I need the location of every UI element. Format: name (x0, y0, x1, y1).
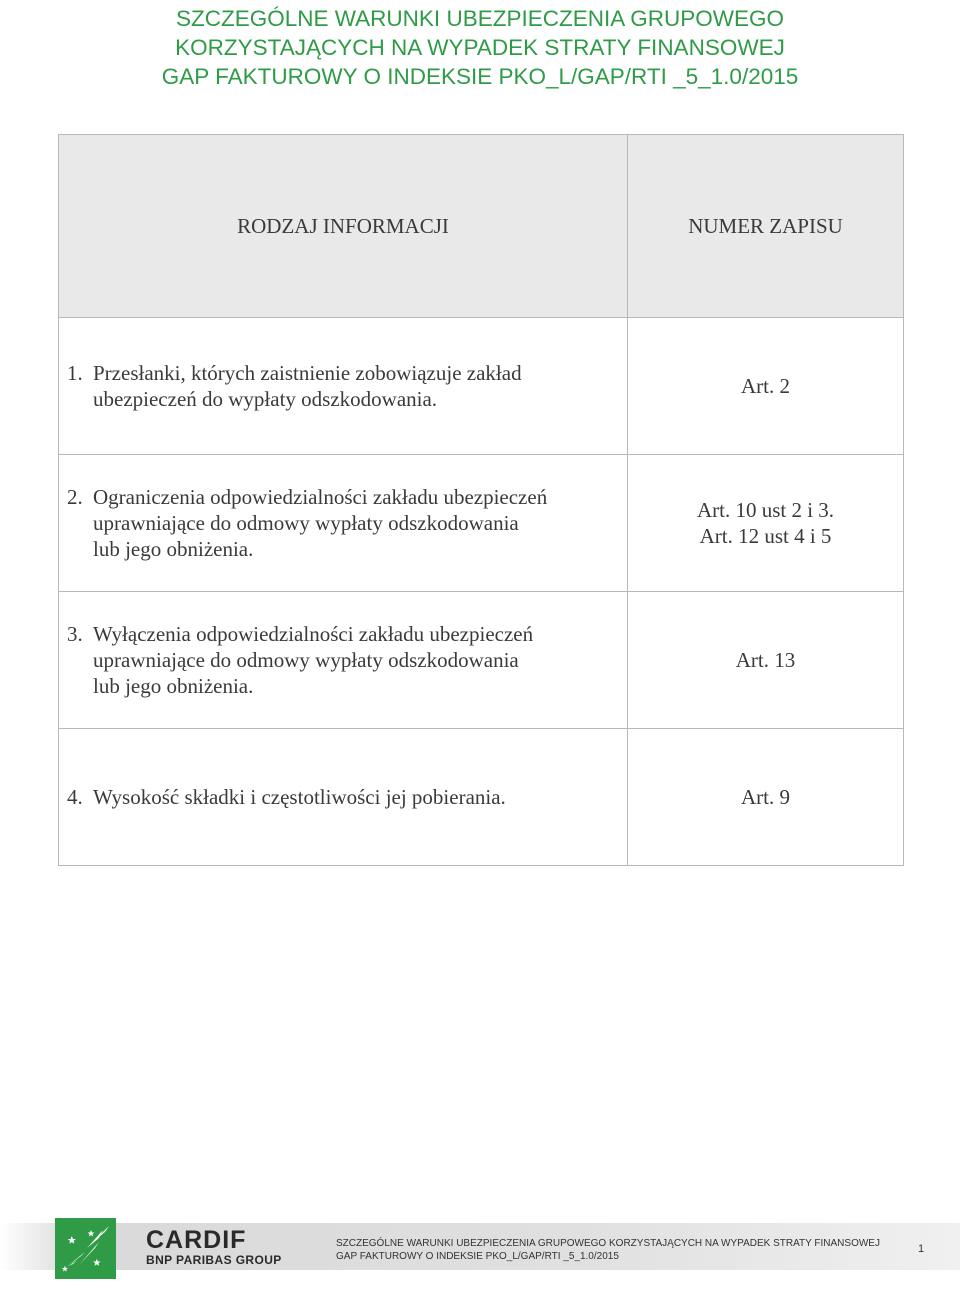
row-reference (628, 729, 904, 866)
brand-name: CARDIF (146, 1226, 247, 1254)
description-line: Ograniczenia odpowiedzialności zakładu ubezpieczeń (93, 485, 548, 509)
table-row (59, 592, 904, 729)
reference-line: Art. 9 (741, 785, 790, 809)
row-reference (628, 318, 904, 455)
title-line: KORZYSTAJĄCYCH NA WYPADEK STRATY FINANSOWEJ (175, 35, 785, 60)
table-row (59, 455, 904, 592)
bnp-stars-icon (55, 1218, 116, 1279)
reference-line: Art. 2 (741, 374, 790, 398)
row-description (59, 592, 628, 729)
row-number: 4. (67, 785, 83, 809)
reference-line: Art. 10 ust 2 i 3. (696, 498, 835, 522)
description-line: Przesłanki, których zaistnienie zobowiązuje zakład (93, 361, 522, 385)
header-rodzaj-informacji: RODZAJ INFORMACJI (59, 135, 628, 318)
table-row (59, 318, 904, 455)
brand-logo (146, 1227, 282, 1267)
table-row (59, 729, 904, 866)
row-description (59, 729, 628, 866)
title-line: SZCZEGÓLNE WARUNKI UBEZPIECZENIA GRUPOWEGO (176, 6, 784, 31)
reference-line: Art. 13 (735, 648, 796, 672)
info-table (58, 134, 904, 866)
description-line: uprawniające do odmowy wypłaty odszkodowania (93, 511, 519, 535)
footer-text-line: GAP FAKTUROWY O INDEKSIE PKO_L/GAP/RTI _5_1.0/2015 (336, 1251, 619, 1262)
description-line: lub jego obniżenia. (93, 537, 254, 561)
reference-line: Art. 12 ust 4 i 5 (699, 524, 832, 548)
row-description (59, 318, 628, 455)
footer-text (336, 1237, 880, 1263)
brand-group: BNP PARIBAS GROUP (146, 1253, 282, 1267)
row-reference (628, 592, 904, 729)
description-line: Wyłączenia odpowiedzialności zakładu ubezpieczeń (93, 622, 534, 646)
description-line: Wysokość składki i częstotliwości jej pobierania. (93, 785, 506, 809)
document-title (0, 4, 960, 91)
row-number: 1. (67, 361, 83, 385)
row-reference (628, 455, 904, 592)
header-numer-zapisu: NUMER ZAPISU (628, 135, 904, 318)
description-line: lub jego obniżenia. (93, 674, 254, 698)
page-number: 1 (918, 1243, 925, 1255)
description-line: ubezpieczeń do wypłaty odszkodowania. (93, 387, 438, 411)
description-line: uprawniające do odmowy wypłaty odszkodowania (93, 648, 519, 672)
row-number: 3. (67, 622, 83, 646)
row-description (59, 455, 628, 592)
table-header-row (59, 135, 904, 318)
row-number: 2. (67, 485, 83, 509)
title-line: GAP FAKTUROWY O INDEKSIE PKO_L/GAP/RTI _5_1.0/2015 (161, 64, 799, 89)
footer-text-line: SZCZEGÓLNE WARUNKI UBEZPIECZENIA GRUPOWEGO KORZYSTAJĄCYCH NA WYPADEK STRATY FINANSOWEJ (336, 1238, 880, 1249)
